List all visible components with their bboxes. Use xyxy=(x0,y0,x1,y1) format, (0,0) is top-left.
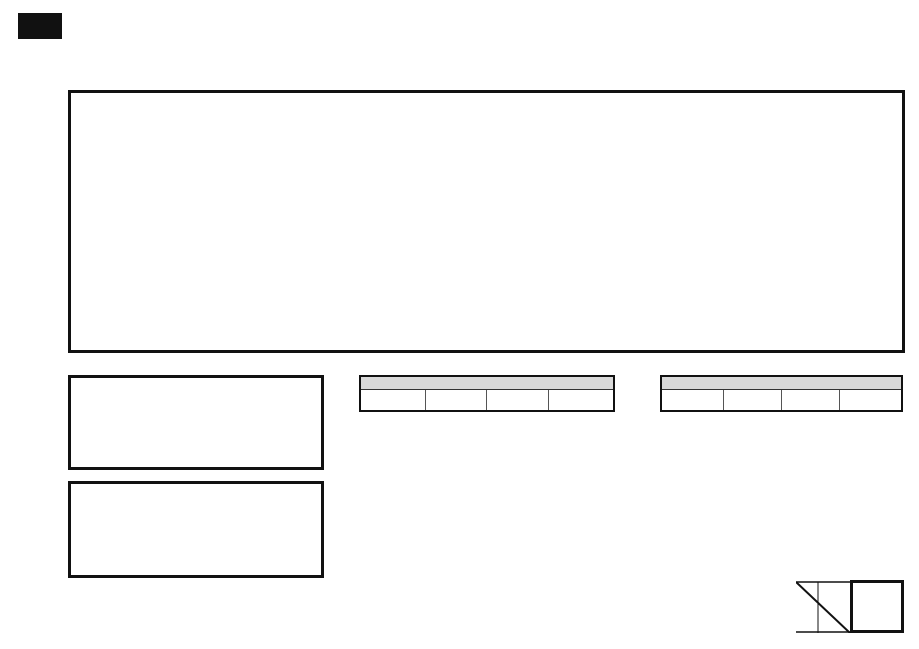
col-header xyxy=(487,389,548,411)
key-diagonal-icon xyxy=(796,580,850,633)
table-caption xyxy=(360,376,614,389)
plan-key xyxy=(796,580,904,633)
col-header xyxy=(548,389,614,411)
section-thumbnail xyxy=(68,481,324,578)
floor-plan-drawing xyxy=(71,93,902,350)
storage-table-left xyxy=(359,375,615,412)
basement-floor-plan xyxy=(68,90,905,353)
col-header xyxy=(661,389,723,411)
col-header xyxy=(840,389,902,411)
col-header xyxy=(426,389,487,411)
col-header xyxy=(781,389,839,411)
key-plan-thumbnail xyxy=(68,375,324,470)
studio-logo xyxy=(18,13,62,39)
key-label xyxy=(850,580,904,633)
col-header xyxy=(360,389,426,411)
table-caption xyxy=(661,376,902,389)
storage-table-right xyxy=(660,375,903,412)
col-header xyxy=(723,389,781,411)
section-drawing xyxy=(71,484,321,575)
key-plan-drawing xyxy=(71,378,321,467)
